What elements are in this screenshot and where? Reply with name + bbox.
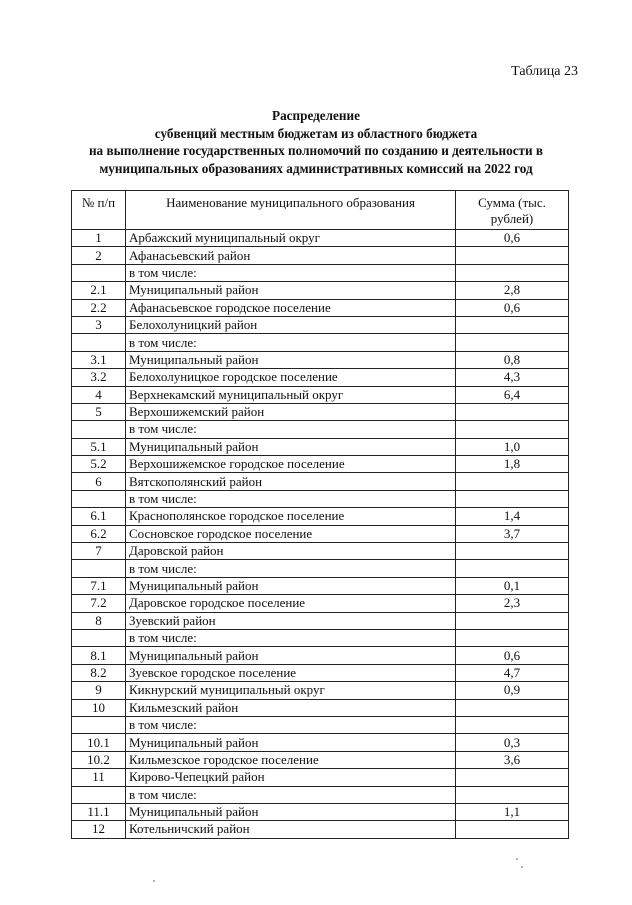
row-number bbox=[72, 334, 126, 351]
table-row bbox=[72, 682, 569, 699]
scan-speck bbox=[516, 858, 518, 860]
row-name: Кикнурский муниципальный округ bbox=[126, 682, 456, 699]
row-sum bbox=[456, 612, 569, 629]
row-name: в том числе: bbox=[126, 334, 456, 351]
row-name: Краснополянское городское поселение bbox=[126, 508, 456, 525]
row-name: Муниципальный район bbox=[126, 577, 456, 594]
row-name: Муниципальный район bbox=[126, 803, 456, 820]
row-number bbox=[72, 264, 126, 281]
table-row bbox=[72, 490, 569, 507]
row-sum: 6,4 bbox=[456, 386, 569, 403]
row-name: в том числе: bbox=[126, 490, 456, 507]
row-name: Даровское городское поселение bbox=[126, 595, 456, 612]
row-number bbox=[72, 786, 126, 803]
row-number: 8 bbox=[72, 612, 126, 629]
row-number: 10.1 bbox=[72, 734, 126, 751]
row-name: Афанасьевский район bbox=[126, 247, 456, 264]
row-sum: 1,8 bbox=[456, 456, 569, 473]
row-name: Афанасьевское городское поселение bbox=[126, 299, 456, 316]
row-sum bbox=[456, 421, 569, 438]
row-sum: 0,6 bbox=[456, 299, 569, 316]
row-name: Зуевское городское поселение bbox=[126, 664, 456, 681]
table-row bbox=[72, 543, 569, 560]
table-row bbox=[72, 821, 569, 838]
row-sum: 4,7 bbox=[456, 664, 569, 681]
row-sum: 0,6 bbox=[456, 647, 569, 664]
header-sum-text: Сумма (тыс. рублей) bbox=[478, 195, 546, 226]
table-row bbox=[72, 282, 569, 299]
row-number bbox=[72, 716, 126, 733]
row-number: 3 bbox=[72, 316, 126, 333]
table-row bbox=[72, 299, 569, 316]
row-number: 3.2 bbox=[72, 369, 126, 386]
row-name: Муниципальный район bbox=[126, 647, 456, 664]
heading-line-2: субвенций местным бюджетам из областного бюджета bbox=[154, 125, 478, 141]
row-number: 2.2 bbox=[72, 299, 126, 316]
row-name: Белохолуницкий район bbox=[126, 316, 456, 333]
table-row bbox=[72, 769, 569, 786]
table-header-row bbox=[72, 191, 569, 230]
heading-line-4: муниципальных образованиях административных комиссий на 2022 год bbox=[99, 160, 533, 176]
table-row bbox=[72, 421, 569, 438]
row-sum bbox=[456, 490, 569, 507]
row-number: 7 bbox=[72, 543, 126, 560]
row-number: 8.2 bbox=[72, 664, 126, 681]
scan-speck bbox=[521, 866, 523, 868]
table-row bbox=[72, 247, 569, 264]
row-number bbox=[72, 421, 126, 438]
row-sum: 2,3 bbox=[456, 595, 569, 612]
table-row bbox=[72, 716, 569, 733]
row-name: Белохолуницкое городское поселение bbox=[126, 369, 456, 386]
header-name: Наименование муниципального образования bbox=[126, 191, 456, 230]
row-sum: 0,9 bbox=[456, 682, 569, 699]
row-sum bbox=[456, 821, 569, 838]
header-number: № п/п bbox=[72, 191, 126, 230]
table-row bbox=[72, 647, 569, 664]
row-sum: 0,6 bbox=[456, 230, 569, 247]
row-number bbox=[72, 629, 126, 646]
row-number: 9 bbox=[72, 682, 126, 699]
row-name: в том числе: bbox=[126, 264, 456, 281]
row-number: 4 bbox=[72, 386, 126, 403]
row-name: в том числе: bbox=[126, 560, 456, 577]
row-sum: 1,1 bbox=[456, 803, 569, 820]
table-row bbox=[72, 334, 569, 351]
table-row bbox=[72, 264, 569, 281]
table-number: Таблица 23 bbox=[511, 64, 578, 79]
scan-speck bbox=[153, 880, 155, 882]
row-name: Муниципальный район bbox=[126, 351, 456, 368]
row-name: Верхошижемский район bbox=[126, 403, 456, 420]
row-name: Муниципальный район bbox=[126, 438, 456, 455]
row-sum: 2,8 bbox=[456, 282, 569, 299]
row-sum bbox=[456, 629, 569, 646]
document-heading bbox=[0, 107, 632, 177]
row-number: 12 bbox=[72, 821, 126, 838]
row-name: в том числе: bbox=[126, 786, 456, 803]
row-number: 8.1 bbox=[72, 647, 126, 664]
row-name: Кильмезское городское поселение bbox=[126, 751, 456, 768]
table-row bbox=[72, 351, 569, 368]
table-row bbox=[72, 786, 569, 803]
table-row bbox=[72, 612, 569, 629]
row-sum bbox=[456, 264, 569, 281]
table-row bbox=[72, 369, 569, 386]
row-number: 5 bbox=[72, 403, 126, 420]
heading-line-1: Распределение bbox=[272, 108, 360, 123]
table-row bbox=[72, 456, 569, 473]
distribution-table bbox=[71, 190, 569, 839]
row-sum bbox=[456, 560, 569, 577]
table-row bbox=[72, 525, 569, 542]
row-name: Даровской район bbox=[126, 543, 456, 560]
row-name: Зуевский район bbox=[126, 612, 456, 629]
row-name: Кильмезский район bbox=[126, 699, 456, 716]
row-number: 6 bbox=[72, 473, 126, 490]
row-sum bbox=[456, 316, 569, 333]
row-name: в том числе: bbox=[126, 421, 456, 438]
row-number: 7.1 bbox=[72, 577, 126, 594]
table-row bbox=[72, 595, 569, 612]
row-sum: 0,1 bbox=[456, 577, 569, 594]
row-name: в том числе: bbox=[126, 629, 456, 646]
row-number: 2.1 bbox=[72, 282, 126, 299]
row-name: Верхошижемское городское поселение bbox=[126, 456, 456, 473]
heading-line-3: на выполнение государственных полномочий по созданию и деятельности в bbox=[88, 143, 544, 158]
row-name: Муниципальный район bbox=[126, 734, 456, 751]
row-sum bbox=[456, 543, 569, 560]
table-row bbox=[72, 803, 569, 820]
row-number: 11.1 bbox=[72, 803, 126, 820]
row-sum: 3,6 bbox=[456, 751, 569, 768]
row-sum bbox=[456, 247, 569, 264]
row-sum bbox=[456, 786, 569, 803]
row-sum bbox=[456, 403, 569, 420]
row-name: Кирово-Чепецкий район bbox=[126, 769, 456, 786]
row-number: 5.1 bbox=[72, 438, 126, 455]
table-row bbox=[72, 316, 569, 333]
row-number: 7.2 bbox=[72, 595, 126, 612]
row-number: 10 bbox=[72, 699, 126, 716]
row-number: 10.2 bbox=[72, 751, 126, 768]
row-number bbox=[72, 560, 126, 577]
row-name: в том числе: bbox=[126, 716, 456, 733]
table-row bbox=[72, 403, 569, 420]
row-name: Муниципальный район bbox=[126, 282, 456, 299]
row-number: 6.2 bbox=[72, 525, 126, 542]
row-sum: 1,4 bbox=[456, 508, 569, 525]
row-sum: 1,0 bbox=[456, 438, 569, 455]
row-sum bbox=[456, 699, 569, 716]
row-number: 11 bbox=[72, 769, 126, 786]
row-sum: 0,8 bbox=[456, 351, 569, 368]
row-sum: 0,3 bbox=[456, 734, 569, 751]
row-name: Арбажский муниципальный округ bbox=[126, 230, 456, 247]
table-row bbox=[72, 230, 569, 247]
row-sum bbox=[456, 473, 569, 490]
row-number: 1 bbox=[72, 230, 126, 247]
row-sum: 3,7 bbox=[456, 525, 569, 542]
row-name: Верхнекамский муниципальный округ bbox=[126, 386, 456, 403]
table-body bbox=[72, 230, 569, 839]
table-row bbox=[72, 386, 569, 403]
table-row bbox=[72, 438, 569, 455]
row-name: Котельничский район bbox=[126, 821, 456, 838]
row-number: 6.1 bbox=[72, 508, 126, 525]
table-row bbox=[72, 664, 569, 681]
table-row bbox=[72, 629, 569, 646]
table-row bbox=[72, 508, 569, 525]
row-sum bbox=[456, 716, 569, 733]
table-row bbox=[72, 577, 569, 594]
row-number: 3.1 bbox=[72, 351, 126, 368]
header-sum bbox=[456, 191, 569, 230]
row-name: Сосновское городское поселение bbox=[126, 525, 456, 542]
row-sum bbox=[456, 769, 569, 786]
row-name: Вятскополянский район bbox=[126, 473, 456, 490]
row-number: 5.2 bbox=[72, 456, 126, 473]
table-row bbox=[72, 734, 569, 751]
row-number: 2 bbox=[72, 247, 126, 264]
table-row bbox=[72, 751, 569, 768]
row-sum: 4,3 bbox=[456, 369, 569, 386]
row-sum bbox=[456, 334, 569, 351]
table-row bbox=[72, 473, 569, 490]
table-row bbox=[72, 699, 569, 716]
row-number bbox=[72, 490, 126, 507]
table-row bbox=[72, 560, 569, 577]
